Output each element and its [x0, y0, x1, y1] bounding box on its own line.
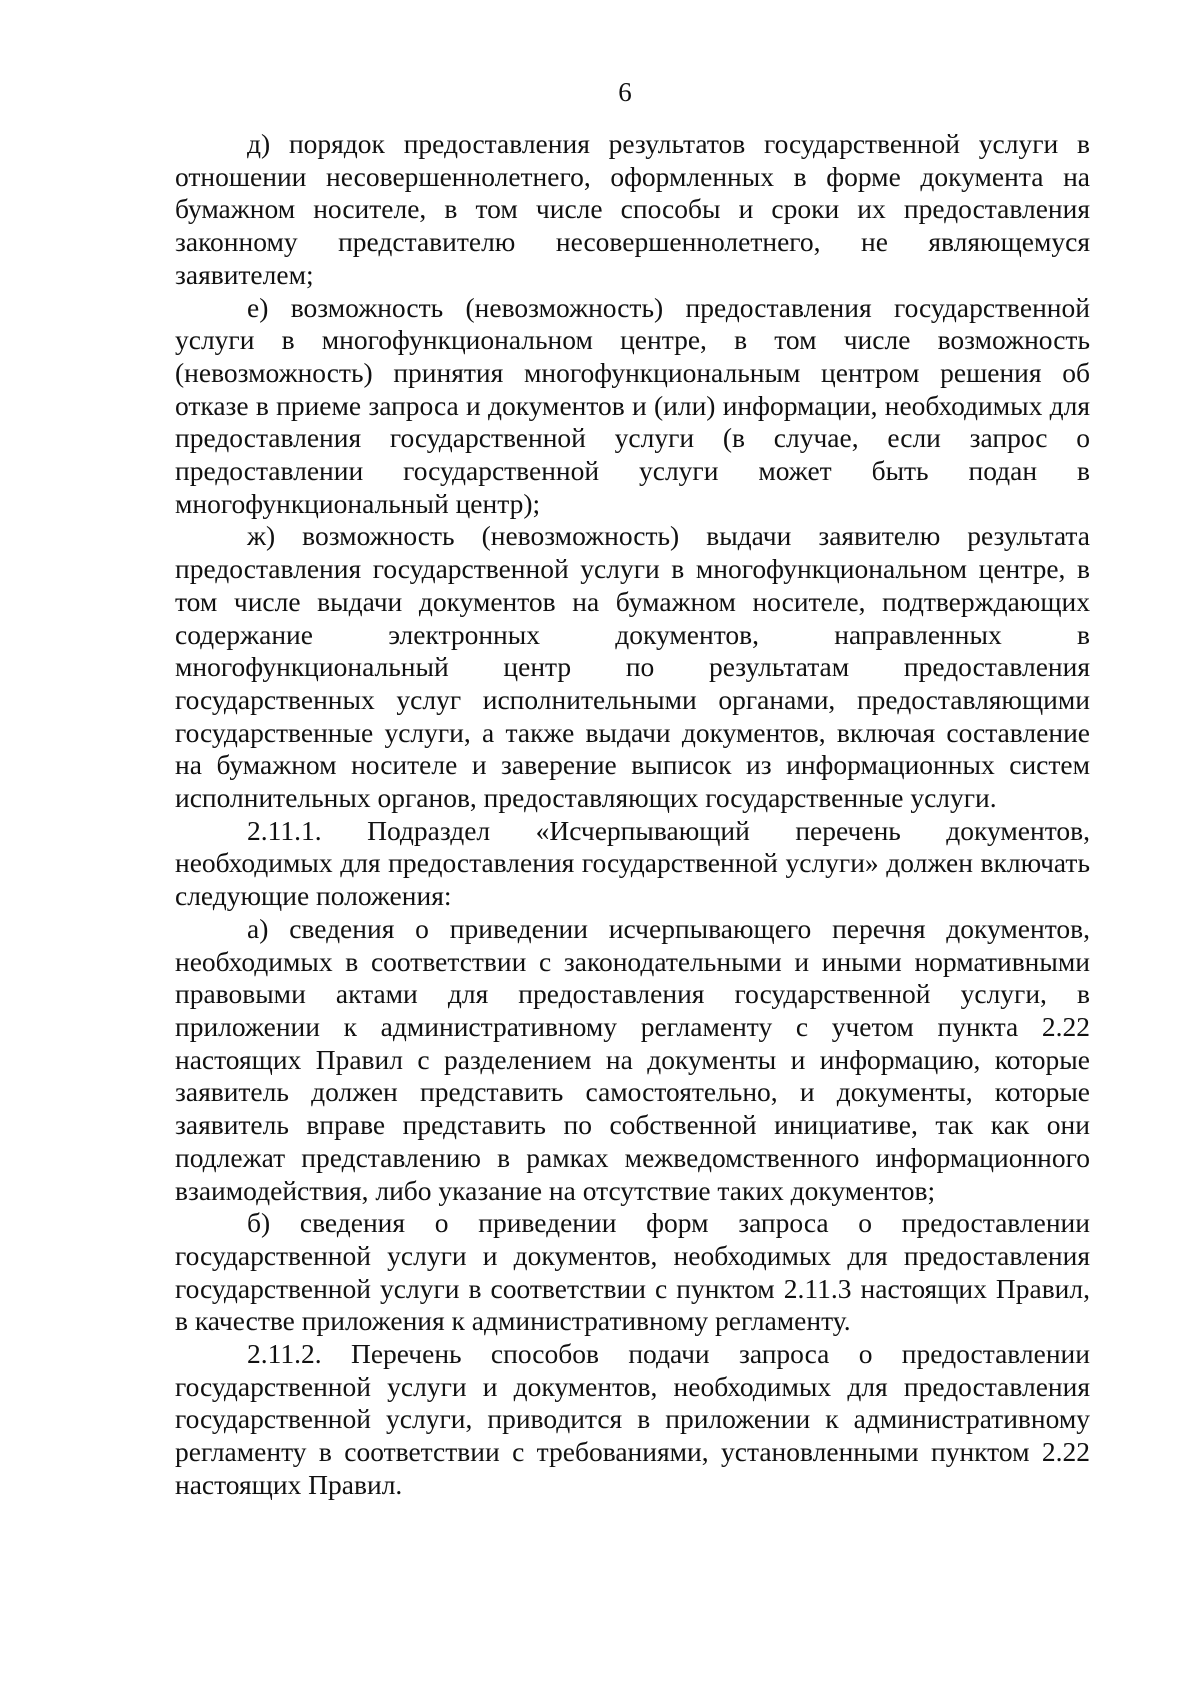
page-number: 6 [618, 77, 632, 107]
paragraph-e: е) возможность (невозможность) предоставления государственной услуги в многофункциональном центре, в том числе возможность (невозможность) принятия многофункциональным центром решения об отказе в приеме запроса и документов и (или) информации, необходимых для предоставления государственной услуги (в случае, если запрос о предоставлении государственной услуги может быть подан в многофункциональный центр); [175, 291, 1090, 519]
paragraph-2-11-1: 2.11.1. Подраздел «Исчерпывающий перечень документов, необходимых для предоставления государственной услуги» должен включать следующие положения: [175, 814, 1090, 912]
paragraph-b: б) сведения о приведении форм запроса о предоставлении государственной услуги и документов, необходимых для предоставления государственной услуги в соответствии с пунктом 2.11.3 настоящих Правил, в качестве приложения к административному регламенту. [175, 1207, 1090, 1337]
paragraph-d: д) порядок предоставления результатов государственной услуги в отношении несовершеннолетнего, оформленных в форме документа на бумажном носителе, в том числе способы и сроки их предоставления законному представителю несовершеннолетнего, не являющемуся заявителем; [175, 128, 1090, 290]
paragraph-zh: ж) возможность (невозможность) выдачи заявителю результата предоставления государственной услуги в многофункциональном центре, в том числе выдачи документов на бумажном носителе, подтверждающих содержание электронных документов, направленных в многофункциональный центр по результатам предоставления государственных услуг исполнительными органами, предоставляющими государственные услуги, а также выдачи документов, включая составление на бумажном носителе и заверение выписок из информационных систем исполнительных органов, предоставляющих государственные услуги. [175, 520, 1090, 814]
document-body [175, 128, 1090, 1502]
paragraph-2-11-2: 2.11.2. Перечень способов подачи запроса о предоставлении государственной услуги и документов, необходимых для предоставления государственной услуги, приводится в приложении к административному регламенту в соответствии с требованиями, установленными пунктом 2.22 настоящих Правил. [175, 1338, 1090, 1500]
paragraph-a: а) сведения о приведении исчерпывающего перечня документов, необходимых в соответствии с законодательными и иными нормативными правовыми актами для предоставления государственной услуги, в приложении к административному регламенту с учетом пункта 2.22 настоящих Правил с разделением на документы и информацию, которые заявитель должен представить самостоятельно, и документы, которые заявитель вправе представить по собственной инициативе, так как они подлежат представлению в рамках межведомственного информационного взаимодействия, либо указание на отсутствие таких документов; [175, 912, 1090, 1206]
